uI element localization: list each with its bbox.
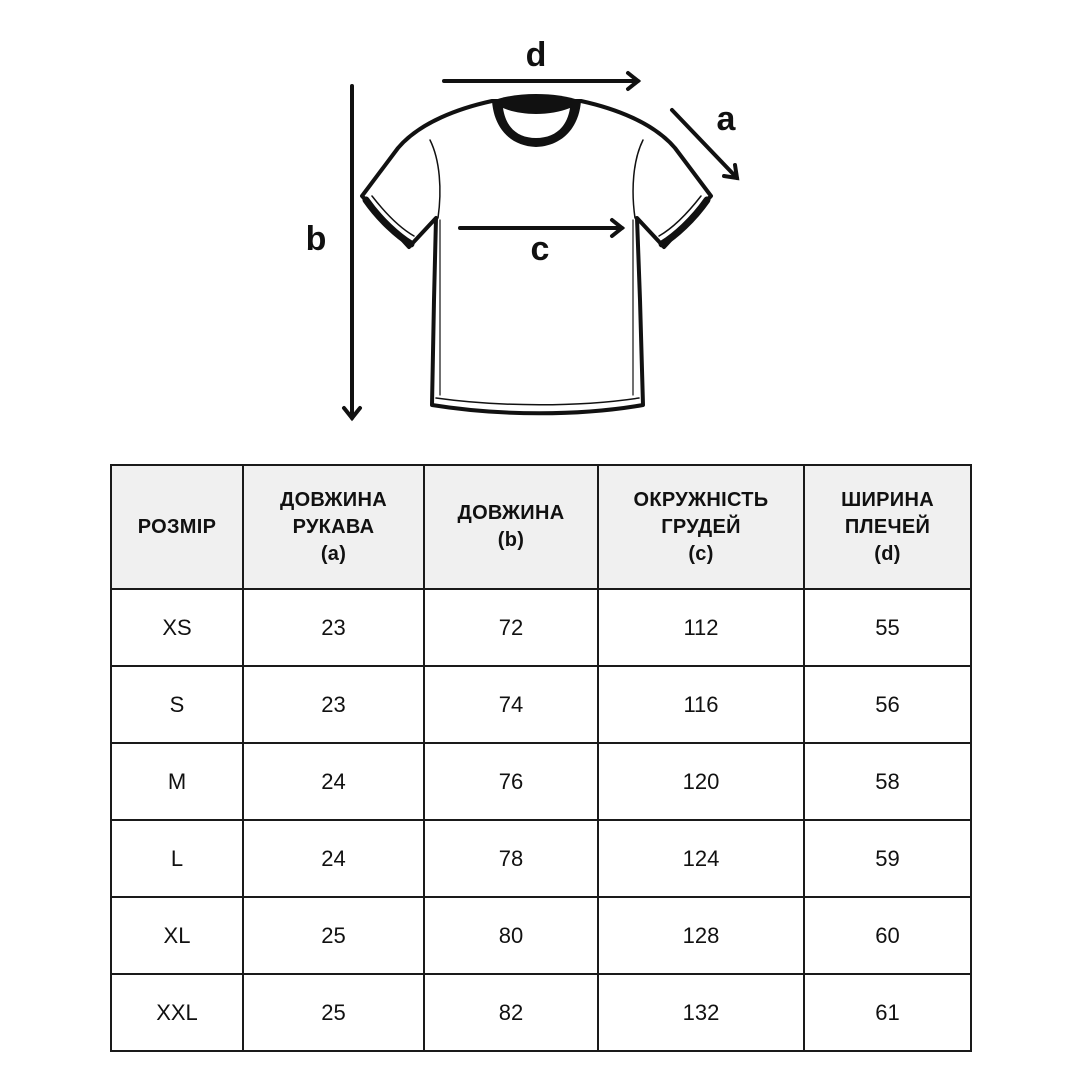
length-cell: 76 xyxy=(424,743,598,820)
table-row xyxy=(111,897,971,974)
chest-cell: 116 xyxy=(598,666,804,743)
dimension-c-label: c xyxy=(530,230,550,268)
size-cell: XXL xyxy=(111,974,243,1051)
header-sleeve-length xyxy=(243,465,424,589)
sleeve-length-cell: 25 xyxy=(243,974,424,1051)
header-size xyxy=(111,465,243,589)
sleeve-length-cell: 24 xyxy=(243,820,424,897)
table-row xyxy=(111,743,971,820)
header-length xyxy=(424,465,598,589)
dimension-d-arrow xyxy=(444,73,638,89)
size-cell: S xyxy=(111,666,243,743)
dimension-d-label: d xyxy=(525,36,547,74)
header-chest xyxy=(598,465,804,589)
header-line: РОЗМІР xyxy=(137,515,217,538)
tshirt-diagram-svg xyxy=(0,0,1080,440)
table-row xyxy=(111,974,971,1051)
shoulder-width-cell: 55 xyxy=(804,589,971,666)
shoulder-width-cell: 60 xyxy=(804,897,971,974)
header-line: (a) xyxy=(320,542,347,565)
dimension-a-label: a xyxy=(716,100,736,138)
header-line: ГРУДЕЙ xyxy=(661,515,741,538)
header-line: ПЛЕЧЕЙ xyxy=(844,515,931,538)
length-cell: 78 xyxy=(424,820,598,897)
chest-cell: 132 xyxy=(598,974,804,1051)
length-cell: 72 xyxy=(424,589,598,666)
table-header-row xyxy=(111,465,971,589)
dimension-b-arrow xyxy=(344,86,360,418)
header-line: РУКАВА xyxy=(292,515,375,538)
sleeve-length-cell: 24 xyxy=(243,743,424,820)
tshirt-measurement-diagram xyxy=(0,0,1080,440)
sleeve-length-cell: 25 xyxy=(243,897,424,974)
header-line: ШИРИНА xyxy=(841,488,934,511)
size-cell: M xyxy=(111,743,243,820)
length-cell: 82 xyxy=(424,974,598,1051)
sleeve-length-cell: 23 xyxy=(243,666,424,743)
dimension-b-label: b xyxy=(305,220,327,258)
length-cell: 80 xyxy=(424,897,598,974)
header-shoulder-width xyxy=(804,465,971,589)
header-line: ДОВЖИНА xyxy=(280,488,387,511)
chest-cell: 120 xyxy=(598,743,804,820)
size-table xyxy=(110,464,972,1052)
length-cell: 74 xyxy=(424,666,598,743)
shoulder-width-cell: 56 xyxy=(804,666,971,743)
header-line: (b) xyxy=(497,529,525,551)
table-body xyxy=(111,589,971,1051)
shoulder-width-cell: 58 xyxy=(804,743,971,820)
size-cell: XS xyxy=(111,589,243,666)
header-line: ДОВЖИНА xyxy=(457,502,565,524)
header-line: (c) xyxy=(688,542,714,565)
table-row xyxy=(111,589,971,666)
table-row xyxy=(111,666,971,743)
chest-cell: 124 xyxy=(598,820,804,897)
header-line: (d) xyxy=(874,542,901,565)
chest-cell: 112 xyxy=(598,589,804,666)
shoulder-width-cell: 61 xyxy=(804,974,971,1051)
size-cell: L xyxy=(111,820,243,897)
header-line: ОКРУЖНІСТЬ xyxy=(633,488,769,511)
size-cell: XL xyxy=(111,897,243,974)
sleeve-length-cell: 23 xyxy=(243,589,424,666)
shoulder-width-cell: 59 xyxy=(804,820,971,897)
chest-cell: 128 xyxy=(598,897,804,974)
table-row xyxy=(111,820,971,897)
